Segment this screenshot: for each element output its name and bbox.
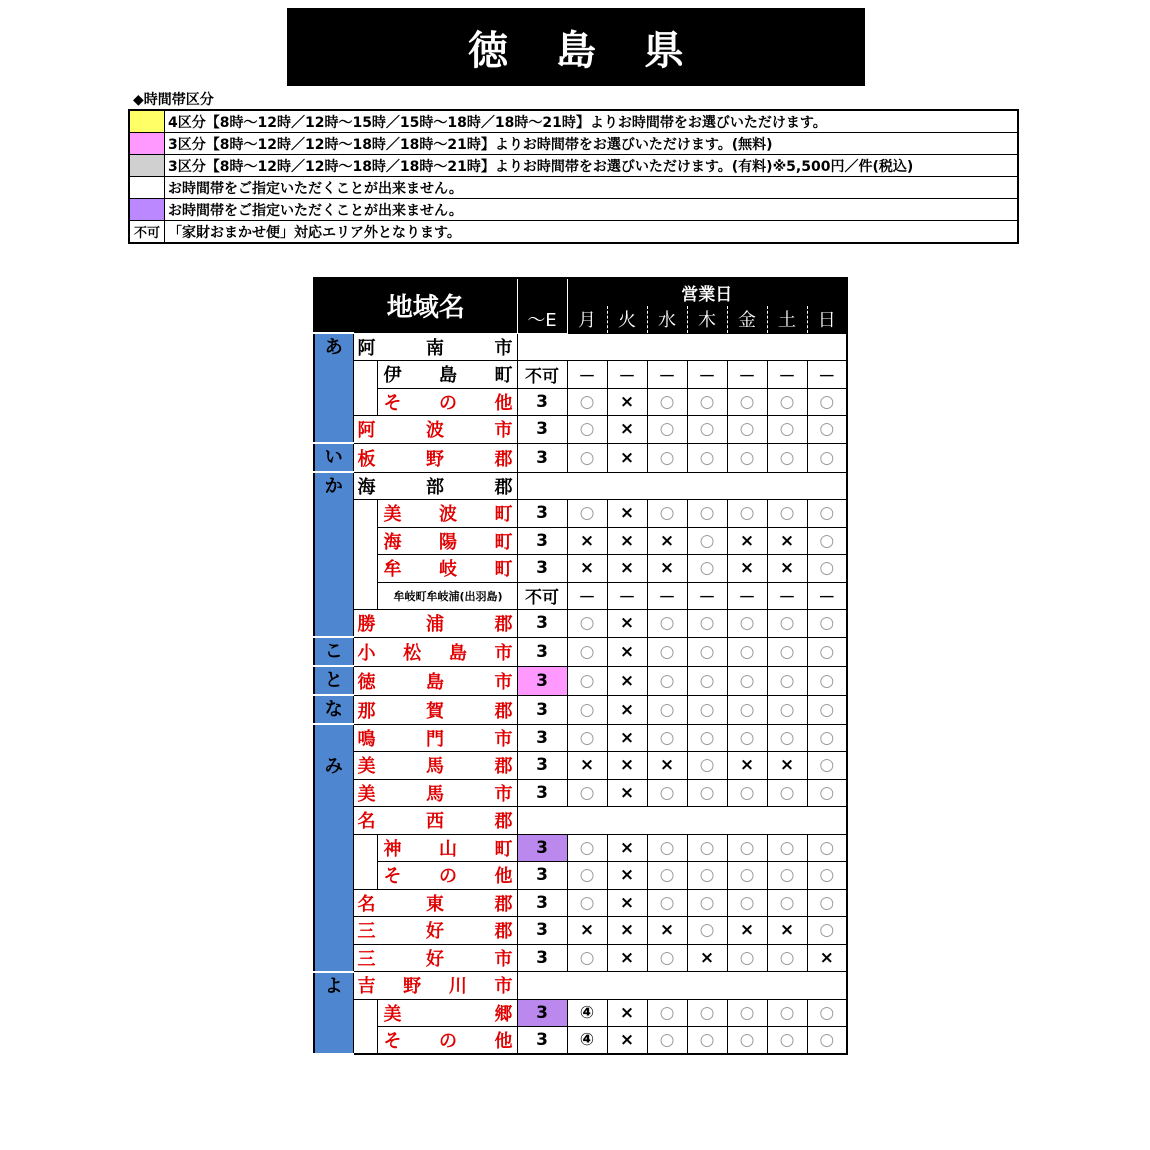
day-availability-available: ○ xyxy=(767,1027,807,1055)
region-name: 伊島町 xyxy=(377,361,517,389)
day-availability-available: ○ xyxy=(807,724,847,752)
region-name-header: 地域名 xyxy=(314,278,517,333)
day-availability-unavailable: × xyxy=(607,862,647,890)
region-name: 海部郡 xyxy=(353,472,517,500)
day-availability-available: ○ xyxy=(807,527,847,555)
day-availability-available: ○ xyxy=(807,610,847,638)
day-availability-available: ○ xyxy=(687,724,727,752)
region-name: 名東郡 xyxy=(353,889,517,917)
day-availability-available: ○ xyxy=(807,752,847,780)
day-availability-unavailable: × xyxy=(687,944,727,972)
day-availability-none: － xyxy=(727,582,767,610)
day-availability-available: ○ xyxy=(807,637,847,666)
day-availability-available: ○ xyxy=(687,388,727,416)
legend-swatch xyxy=(129,199,165,221)
day-availability-none: － xyxy=(607,361,647,389)
day-availability-none: － xyxy=(607,582,647,610)
time-slot-count: 3 xyxy=(517,637,567,666)
day-availability-available: ○ xyxy=(727,862,767,890)
table-row xyxy=(314,388,847,416)
table-row xyxy=(314,862,847,890)
day-availability-available: ○ xyxy=(767,695,807,724)
time-slot-count: 3 xyxy=(517,779,567,807)
day-availability-available: ○ xyxy=(807,917,847,945)
day-availability-four-slot: ④ xyxy=(567,999,607,1027)
day-availability-unavailable: × xyxy=(607,416,647,444)
day-header-6: 日 xyxy=(807,306,847,334)
region-name: その他 xyxy=(377,1027,517,1055)
legend-text: 4区分【8時～12時／12時～15時／15時～18時／18時～21時】よりお時間帯をお選びいただけます。 xyxy=(165,110,1019,133)
table-row xyxy=(314,752,847,780)
day-availability-available: ○ xyxy=(647,610,687,638)
day-availability-unavailable: × xyxy=(727,752,767,780)
indent-spacer xyxy=(353,834,377,862)
region-name: 阿波市 xyxy=(353,416,517,444)
day-availability-unavailable: × xyxy=(607,610,647,638)
day-availability-available: ○ xyxy=(687,610,727,638)
day-availability-available: ○ xyxy=(647,944,687,972)
day-availability-unavailable: × xyxy=(727,917,767,945)
day-availability-available: ○ xyxy=(567,637,607,666)
legend-swatch xyxy=(129,177,165,199)
day-availability-available: ○ xyxy=(567,443,607,472)
day-header-3: 木 xyxy=(687,306,727,334)
time-slot-count: 3 xyxy=(517,1027,567,1055)
day-availability-available: ○ xyxy=(807,416,847,444)
day-availability-unavailable: × xyxy=(607,944,647,972)
indent-spacer xyxy=(353,1027,377,1055)
time-slot-count: 3 xyxy=(517,724,567,752)
day-availability-available: ○ xyxy=(727,724,767,752)
day-availability-unavailable: × xyxy=(807,944,847,972)
region-name: 海陽町 xyxy=(377,527,517,555)
day-availability-available: ○ xyxy=(567,500,607,528)
kana-label: よ xyxy=(324,975,343,997)
day-availability-available: ○ xyxy=(567,695,607,724)
day-availability-available: ○ xyxy=(807,862,847,890)
e-header: ～E xyxy=(517,306,567,334)
day-availability-available: ○ xyxy=(567,834,607,862)
indent-spacer xyxy=(353,582,377,610)
kana-index xyxy=(314,472,353,637)
day-availability-available: ○ xyxy=(567,724,607,752)
day-availability-available: ○ xyxy=(727,834,767,862)
kana-index xyxy=(314,333,353,443)
region-name: 徳島市 xyxy=(353,666,517,695)
legend-text: 3区分【8時～12時／12時～18時／18時～21時】よりお時間帯をお選びいただけます。(有料)※5,500円／件(税込) xyxy=(165,155,1019,177)
day-availability-available: ○ xyxy=(727,500,767,528)
region-name: 勝浦郡 xyxy=(353,610,517,638)
day-availability-available: ○ xyxy=(687,834,727,862)
day-availability-available: ○ xyxy=(727,779,767,807)
table-row xyxy=(314,695,847,724)
e-header-top xyxy=(517,278,567,306)
time-slot-count: 3 xyxy=(517,610,567,638)
day-availability-available: ○ xyxy=(687,443,727,472)
time-slot-count: 3 xyxy=(517,388,567,416)
day-availability-available: ○ xyxy=(767,999,807,1027)
time-slot-count: 3 xyxy=(517,917,567,945)
table-row xyxy=(314,889,847,917)
legend-swatch xyxy=(129,110,165,133)
table-row xyxy=(314,361,847,389)
day-availability-available: ○ xyxy=(647,862,687,890)
indent-spacer xyxy=(353,555,377,583)
time-slot-count: 3 xyxy=(517,555,567,583)
day-header-0: 月 xyxy=(567,306,607,334)
day-availability-available: ○ xyxy=(807,388,847,416)
business-days-header: 営業日 xyxy=(567,278,847,306)
day-availability-available: ○ xyxy=(687,779,727,807)
empty-cells xyxy=(517,807,847,835)
day-availability-available: ○ xyxy=(687,555,727,583)
day-availability-available: ○ xyxy=(727,889,767,917)
region-name: 阿南市 xyxy=(353,333,517,361)
region-name: 牟岐町牟岐浦(出羽島) xyxy=(377,582,517,610)
day-availability-available: ○ xyxy=(567,666,607,695)
day-availability-available: ○ xyxy=(567,610,607,638)
day-availability-available: ○ xyxy=(727,610,767,638)
day-availability-available: ○ xyxy=(687,752,727,780)
day-availability-available: ○ xyxy=(767,388,807,416)
legend-text: 3区分【8時～12時／12時～18時／18時～21時】よりお時間帯をお選びいただけます。(無料) xyxy=(165,133,1019,155)
table-row xyxy=(314,500,847,528)
day-availability-none: － xyxy=(767,582,807,610)
day-availability-available: ○ xyxy=(567,889,607,917)
day-availability-unavailable: × xyxy=(567,555,607,583)
day-availability-none: － xyxy=(727,361,767,389)
day-availability-none: － xyxy=(807,582,847,610)
delivery-area-table xyxy=(313,277,848,1055)
region-name: 美波町 xyxy=(377,500,517,528)
day-availability-available: ○ xyxy=(687,862,727,890)
kana-label: こ xyxy=(324,641,343,662)
day-header-1: 火 xyxy=(607,306,647,334)
day-availability-available: ○ xyxy=(687,917,727,945)
region-name: その他 xyxy=(377,388,517,416)
time-slot-count: 3 xyxy=(517,443,567,472)
table-row xyxy=(314,582,847,610)
day-availability-available: ○ xyxy=(567,388,607,416)
day-availability-available: ○ xyxy=(687,637,727,666)
day-availability-available: ○ xyxy=(647,1027,687,1055)
time-slot-count: 3 xyxy=(517,944,567,972)
region-name: 那賀郡 xyxy=(353,695,517,724)
day-availability-available: ○ xyxy=(767,944,807,972)
day-availability-available: ○ xyxy=(727,637,767,666)
day-availability-available: ○ xyxy=(807,779,847,807)
table-row xyxy=(314,807,847,835)
time-slot-count: 3 xyxy=(517,666,567,695)
day-availability-available: ○ xyxy=(647,666,687,695)
region-name: 三好郡 xyxy=(353,917,517,945)
table-row xyxy=(314,416,847,444)
day-availability-unavailable: × xyxy=(767,555,807,583)
day-availability-available: ○ xyxy=(647,779,687,807)
time-slot-count: 3 xyxy=(517,834,567,862)
day-availability-unavailable: × xyxy=(607,637,647,666)
day-availability-available: ○ xyxy=(807,834,847,862)
kana-label: み xyxy=(324,756,343,777)
day-availability-none: － xyxy=(647,361,687,389)
table-row xyxy=(314,779,847,807)
empty-cells xyxy=(517,472,847,500)
table-row xyxy=(314,944,847,972)
day-availability-available: ○ xyxy=(567,862,607,890)
table-row xyxy=(314,972,847,1000)
day-availability-available: ○ xyxy=(767,834,807,862)
day-availability-available: ○ xyxy=(807,1027,847,1055)
day-header-2: 水 xyxy=(647,306,687,334)
table-row xyxy=(314,555,847,583)
region-name: 神山町 xyxy=(377,834,517,862)
table-row xyxy=(314,443,847,472)
kana-index xyxy=(314,972,353,1055)
day-availability-available: ○ xyxy=(687,889,727,917)
day-availability-none: － xyxy=(567,582,607,610)
table-row xyxy=(314,610,847,638)
day-availability-none: － xyxy=(647,582,687,610)
day-availability-available: ○ xyxy=(767,666,807,695)
day-availability-none: － xyxy=(687,582,727,610)
table-row xyxy=(314,666,847,695)
time-slot-count: 3 xyxy=(517,695,567,724)
day-availability-none: － xyxy=(807,361,847,389)
day-availability-available: ○ xyxy=(807,999,847,1027)
table-row xyxy=(314,333,847,361)
day-availability-unavailable: × xyxy=(647,917,687,945)
day-availability-available: ○ xyxy=(647,889,687,917)
time-slot-count: 3 xyxy=(517,416,567,444)
day-availability-available: ○ xyxy=(647,443,687,472)
day-availability-available: ○ xyxy=(647,834,687,862)
day-availability-available: ○ xyxy=(767,862,807,890)
legend-text: お時間帯をご指定いただくことが出来ません。 xyxy=(165,199,1019,221)
day-availability-available: ○ xyxy=(567,944,607,972)
day-availability-unavailable: × xyxy=(607,1027,647,1055)
time-slot-count: 3 xyxy=(517,889,567,917)
kana-label: と xyxy=(324,670,343,691)
kana-index xyxy=(314,695,353,724)
time-slot-count: 不可 xyxy=(517,361,567,389)
day-availability-available: ○ xyxy=(687,695,727,724)
day-availability-available: ○ xyxy=(647,999,687,1027)
day-availability-none: － xyxy=(767,361,807,389)
region-name: 三好市 xyxy=(353,944,517,972)
day-availability-unavailable: × xyxy=(607,999,647,1027)
day-availability-available: ○ xyxy=(767,889,807,917)
region-name: 小松島市 xyxy=(353,637,517,666)
day-availability-available: ○ xyxy=(727,944,767,972)
kana-label: な xyxy=(324,699,343,720)
region-name: 板野郡 xyxy=(353,443,517,472)
day-availability-available: ○ xyxy=(647,416,687,444)
legend-text: 「家財おまかせ便」対応エリア外となります。 xyxy=(165,221,1019,244)
legend-text: お時間帯をご指定いただくことが出来ません。 xyxy=(165,177,1019,199)
day-availability-available: ○ xyxy=(767,610,807,638)
legend-row xyxy=(129,199,1018,221)
day-availability-available: ○ xyxy=(687,1027,727,1055)
day-availability-available: ○ xyxy=(767,443,807,472)
kana-index xyxy=(314,666,353,695)
indent-spacer xyxy=(353,500,377,528)
day-availability-unavailable: × xyxy=(607,889,647,917)
legend-row xyxy=(129,155,1018,177)
legend-row xyxy=(129,133,1018,155)
day-availability-available: ○ xyxy=(687,999,727,1027)
day-availability-available: ○ xyxy=(807,889,847,917)
region-name: 美馬郡 xyxy=(353,752,517,780)
day-header-4: 金 xyxy=(727,306,767,334)
time-slot-count: 3 xyxy=(517,752,567,780)
day-availability-unavailable: × xyxy=(567,527,607,555)
kana-label: か xyxy=(324,476,343,497)
legend-swatch xyxy=(129,133,165,155)
legend-swatch: 不可 xyxy=(129,221,165,244)
day-availability-unavailable: × xyxy=(607,443,647,472)
day-availability-available: ○ xyxy=(647,637,687,666)
time-slot-count: 3 xyxy=(517,500,567,528)
table-row xyxy=(314,999,847,1027)
time-slot-count: 3 xyxy=(517,862,567,890)
indent-spacer xyxy=(353,862,377,890)
day-availability-available: ○ xyxy=(567,416,607,444)
day-availability-available: ○ xyxy=(807,695,847,724)
time-slot-count: 3 xyxy=(517,999,567,1027)
indent-spacer xyxy=(353,527,377,555)
legend-row xyxy=(129,177,1018,199)
legend-swatch xyxy=(129,155,165,177)
table-row xyxy=(314,637,847,666)
day-availability-unavailable: × xyxy=(647,527,687,555)
day-availability-available: ○ xyxy=(727,416,767,444)
day-availability-available: ○ xyxy=(767,500,807,528)
day-availability-none: － xyxy=(567,361,607,389)
day-availability-unavailable: × xyxy=(607,779,647,807)
empty-cells xyxy=(517,333,847,361)
region-name: 吉野川市 xyxy=(353,972,517,1000)
table-row xyxy=(314,472,847,500)
day-availability-unavailable: × xyxy=(607,500,647,528)
day-availability-unavailable: × xyxy=(607,555,647,583)
day-availability-none: － xyxy=(687,361,727,389)
day-availability-four-slot: ④ xyxy=(567,1027,607,1055)
day-availability-available: ○ xyxy=(727,1027,767,1055)
kana-label: い xyxy=(324,447,343,468)
time-slot-count: 不可 xyxy=(517,582,567,610)
day-availability-available: ○ xyxy=(687,666,727,695)
table-row xyxy=(314,834,847,862)
empty-cells xyxy=(517,972,847,1000)
day-availability-unavailable: × xyxy=(607,752,647,780)
day-availability-available: ○ xyxy=(727,695,767,724)
legend-heading: ◆時間帯区分 xyxy=(133,92,214,108)
day-availability-available: ○ xyxy=(567,779,607,807)
day-availability-available: ○ xyxy=(727,443,767,472)
legend-row xyxy=(129,110,1018,133)
region-name: 美馬市 xyxy=(353,779,517,807)
day-availability-unavailable: × xyxy=(767,752,807,780)
day-availability-unavailable: × xyxy=(727,555,767,583)
region-name: 美郷 xyxy=(377,999,517,1027)
day-availability-available: ○ xyxy=(807,500,847,528)
day-availability-unavailable: × xyxy=(647,555,687,583)
indent-spacer xyxy=(353,388,377,416)
day-availability-unavailable: × xyxy=(767,917,807,945)
day-availability-unavailable: × xyxy=(607,388,647,416)
day-availability-available: ○ xyxy=(647,388,687,416)
day-availability-available: ○ xyxy=(687,416,727,444)
day-availability-available: ○ xyxy=(807,666,847,695)
day-availability-available: ○ xyxy=(767,416,807,444)
indent-spacer xyxy=(353,361,377,389)
table-row xyxy=(314,724,847,752)
day-availability-available: ○ xyxy=(767,779,807,807)
day-availability-available: ○ xyxy=(727,666,767,695)
day-availability-unavailable: × xyxy=(607,917,647,945)
legend-row xyxy=(129,221,1018,244)
day-availability-unavailable: × xyxy=(607,695,647,724)
table-row xyxy=(314,527,847,555)
day-availability-available: ○ xyxy=(727,999,767,1027)
kana-index xyxy=(314,724,353,972)
kana-label: あ xyxy=(324,337,343,358)
day-availability-unavailable: × xyxy=(607,724,647,752)
day-availability-available: ○ xyxy=(727,388,767,416)
day-availability-available: ○ xyxy=(807,555,847,583)
day-availability-available: ○ xyxy=(647,500,687,528)
day-availability-unavailable: × xyxy=(567,917,607,945)
day-availability-unavailable: × xyxy=(607,834,647,862)
day-availability-unavailable: × xyxy=(647,752,687,780)
indent-spacer xyxy=(353,999,377,1027)
day-availability-unavailable: × xyxy=(567,752,607,780)
day-header-5: 土 xyxy=(767,306,807,334)
day-availability-available: ○ xyxy=(807,443,847,472)
day-availability-available: ○ xyxy=(687,527,727,555)
region-name: 牟岐町 xyxy=(377,555,517,583)
time-slot-legend xyxy=(128,109,1019,244)
day-availability-unavailable: × xyxy=(767,527,807,555)
day-availability-available: ○ xyxy=(767,724,807,752)
table-row xyxy=(314,917,847,945)
kana-index xyxy=(314,443,353,472)
region-name: その他 xyxy=(377,862,517,890)
page-title: 徳島県 xyxy=(287,8,865,86)
day-availability-available: ○ xyxy=(647,724,687,752)
day-availability-unavailable: × xyxy=(607,666,647,695)
day-availability-available: ○ xyxy=(647,695,687,724)
day-availability-available: ○ xyxy=(767,637,807,666)
day-availability-unavailable: × xyxy=(607,527,647,555)
kana-index xyxy=(314,637,353,666)
region-name: 名西郡 xyxy=(353,807,517,835)
time-slot-count: 3 xyxy=(517,527,567,555)
table-row xyxy=(314,1027,847,1055)
day-availability-unavailable: × xyxy=(727,527,767,555)
day-availability-available: ○ xyxy=(687,500,727,528)
region-name: 鳴門市 xyxy=(353,724,517,752)
